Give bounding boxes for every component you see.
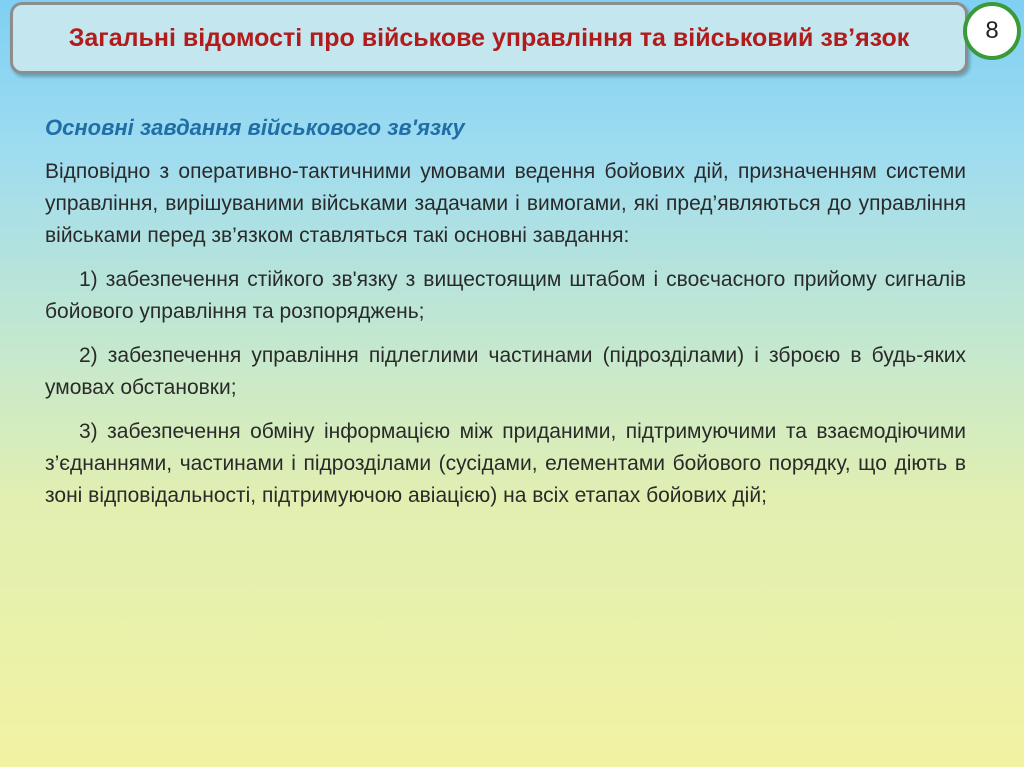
intro-paragraph: Відповідно з оперативно-тактичними умовами ведення бойових дій, призначенням системи управління, вирішуваними військами задачами і вимогами, які пред’являються до управління військами перед зв’язком ставляться такі основні завдання: [45, 160, 966, 247]
list-item: 3) забезпечення обміну інформацією між приданими, підтримуючими та взаємодіючими з’єднаннями, частинами і підрозділами (сусідами, елементами бойового порядку, що діють в зоні відповідальності, підтримуючою авіацією) на всіх етапах бойових дій; [45, 420, 966, 507]
list-item: 1) забезпечення стійкого зв'язку з вищестоящим штабом і своєчасного прийому сигналів бойового управління та розпоряджень; [45, 268, 966, 323]
slide-content [45, 112, 966, 524]
section-heading: Основні завдання військового зв'язку [45, 115, 465, 140]
slide-title: Загальні відомості про військове управління та військовий зв’язок [68, 24, 910, 52]
title-box [10, 2, 968, 74]
page-number-badge: 8 [963, 2, 1021, 60]
list-item: 2) забезпечення управління підлеглими частинами (підрозділами) і зброєю в будь-яких умовах обстановки; [45, 344, 966, 399]
